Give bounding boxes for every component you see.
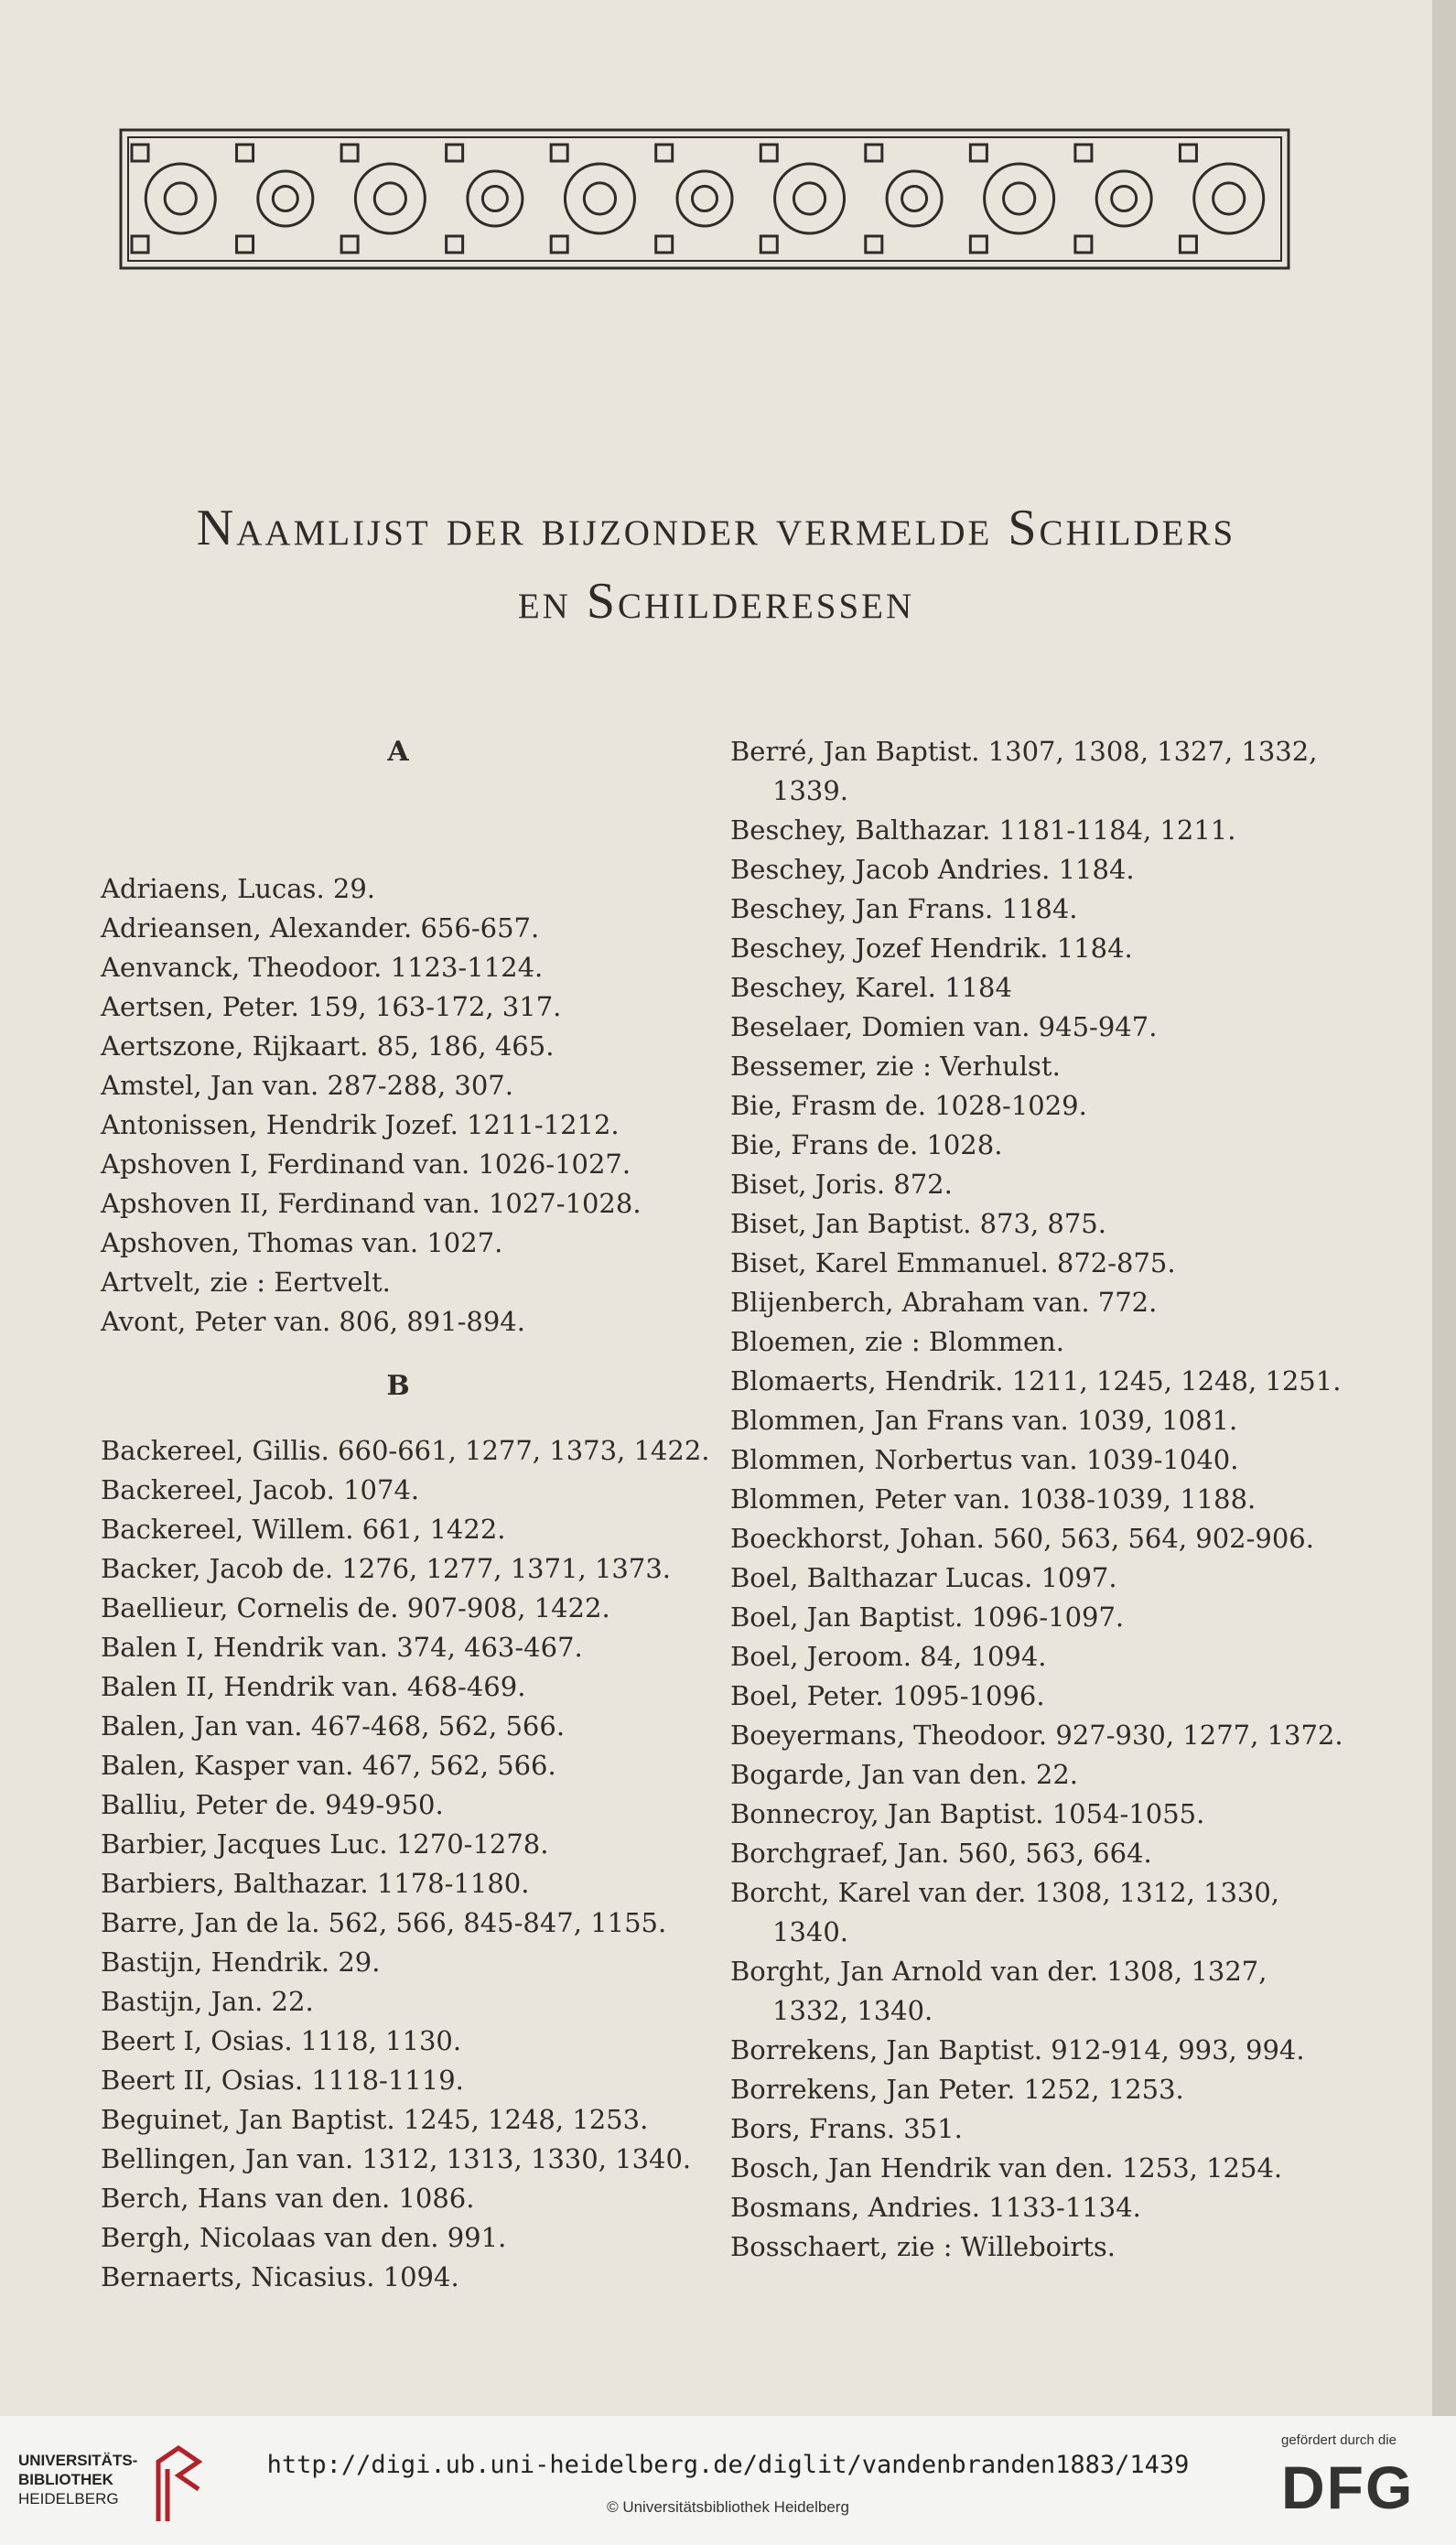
index-entry: Bie, Frans de. 1028. <box>730 1129 1003 1160</box>
index-entry: Blommen, Jan Frans van. 1039, 1081. <box>730 1405 1238 1436</box>
ornament-key <box>447 145 463 161</box>
index-entry: Blommen, Peter van. 1038-1039, 1188. <box>730 1483 1256 1515</box>
index-entry: Aertszone, Rijkaart. 85, 186, 465. <box>101 1030 555 1062</box>
uni-line2: BIBLIOTHEK <box>18 2471 113 2488</box>
ornament-key <box>447 236 463 253</box>
ornament-key <box>237 145 253 161</box>
index-entry: Borrekens, Jan Baptist. 912-914, 993, 994. <box>730 2034 1305 2065</box>
index-entry: Blommen, Norbertus van. 1039-1040. <box>730 1444 1239 1475</box>
ornament-rosette <box>146 164 215 233</box>
ornament-rosette <box>468 171 523 226</box>
entries-right <box>730 732 1362 2267</box>
index-entry: Apshoven II, Ferdinand van. 1027-1028. <box>101 1188 642 1219</box>
index-entry: Borght, Jan Arnold van der. 1308, 1327, <box>730 1956 1267 1987</box>
dfg-logo[interactable]: DFG <box>1281 2453 1415 2521</box>
index-entry: Avont, Peter van. 806, 891-894. <box>101 1306 525 1337</box>
index-entry: Apshoven, Thomas van. 1027. <box>101 1227 503 1258</box>
index-entry: Bergh, Nicolaas van den. 991. <box>101 2222 507 2253</box>
index-entry: Backereel, Gillis. 660-661, 1277, 1373, 1422. <box>101 1435 710 1466</box>
index-entry: Bosmans, Andries. 1133-1134. <box>730 2192 1141 2223</box>
index-entry: Boel, Balthazar Lucas. 1097. <box>730 1562 1117 1593</box>
ornament-rosette-inner <box>793 183 825 214</box>
index-entry: Bastijn, Hendrik. 29. <box>101 1946 381 1978</box>
index-entry: Beert I, Osias. 1118, 1130. <box>101 2025 462 2056</box>
ornament-rosette-inner <box>374 183 405 214</box>
index-entry: Bastijn, Jan. 22. <box>101 1986 314 2017</box>
ornament-key <box>866 145 882 161</box>
ornament-key <box>341 145 358 161</box>
ornament-key <box>341 236 358 253</box>
index-entry: Barre, Jan de la. 562, 566, 845-847, 1155. <box>101 1907 667 1938</box>
index-entry: Bessemer, zie : Verhulst. <box>730 1051 1061 1082</box>
ornament-key <box>1075 236 1092 253</box>
index-entry: Beguinet, Jan Baptist. 1245, 1248, 1253. <box>101 2104 649 2135</box>
page-title-line2: en Schilderessen <box>517 573 915 630</box>
ornament-key <box>1180 145 1196 161</box>
ornament-rosette <box>775 164 845 233</box>
ornament-rosette <box>1096 171 1151 226</box>
index-entry: Beschey, Jacob Andries. 1184. <box>730 854 1135 885</box>
index-entry: Boel, Jan Baptist. 1096-1097. <box>730 1601 1125 1633</box>
right-column <box>730 732 1362 2267</box>
index-entry: Berré, Jan Baptist. 1307, 1308, 1327, 1332, <box>730 736 1318 767</box>
index-entry: Aertsen, Peter. 159, 163-172, 317. <box>101 991 562 1022</box>
index-entry: Beschey, Karel. 1184 <box>730 972 1012 1003</box>
ornament-key <box>760 145 777 161</box>
entries-b <box>101 1431 710 2297</box>
index-entry: Blijenberch, Abraham van. 772. <box>730 1287 1158 1318</box>
copyright-notice: © Universitätsbibliothek Heidelberg <box>607 2498 849 2516</box>
ornament-rosette-inner <box>1213 183 1245 214</box>
entries-a <box>101 869 705 1342</box>
index-entry: Berch, Hans van den. 1086. <box>101 2183 475 2214</box>
index-entry: Artvelt, zie : Eertvelt. <box>101 1267 391 1298</box>
index-entry: Beschey, Balthazar. 1181-1184, 1211. <box>730 814 1236 846</box>
permalink-url[interactable]: http://digi.ub.uni-heidelberg.de/diglit/vandenbranden1883/1439 <box>266 2451 1190 2479</box>
ornament-key <box>551 145 567 161</box>
index-entry: Apshoven I, Ferdinand van. 1026-1027. <box>101 1148 631 1180</box>
left-column <box>101 732 710 2297</box>
ornament-key <box>1075 145 1092 161</box>
index-entry: Biset, Karel Emmanuel. 872-875. <box>730 1247 1176 1278</box>
dfg-caption: gefördert durch die <box>1281 2432 1397 2448</box>
index-entry: Boel, Jeroom. 84, 1094. <box>730 1641 1047 1672</box>
ornament-rosette-inner <box>273 187 297 211</box>
index-entry: Beschey, Jozef Hendrik. 1184. <box>730 933 1133 964</box>
decorative-ornament-band <box>119 128 1290 270</box>
index-entry: Amstel, Jan van. 287-288, 307. <box>101 1070 513 1101</box>
index-entry: Bloemen, zie : Blommen. <box>730 1326 1065 1357</box>
index-entry: Boeyermans, Theodoor. 927-930, 1277, 1372. <box>730 1720 1343 1751</box>
index-entry: Barbier, Jacques Luc. 1270-1278. <box>101 1828 549 1860</box>
index-entry: Biset, Jan Baptist. 873, 875. <box>730 1208 1106 1239</box>
index-entry: Balen, Kasper van. 467, 562, 566. <box>101 1750 556 1781</box>
ornament-rosette-inner <box>1112 187 1137 211</box>
ornament-key <box>970 236 987 253</box>
index-entry: 1332, 1340. <box>772 1995 933 2026</box>
ornament-rosette-inner <box>902 187 927 211</box>
ornament-key <box>970 145 987 161</box>
section-letter-a: A <box>387 736 409 768</box>
index-entry: Backer, Jacob de. 1276, 1277, 1371, 1373. <box>101 1553 671 1584</box>
section-letter-b: B <box>386 1370 410 1402</box>
uni-line1: UNIVERSITÄTS- <box>18 2452 138 2469</box>
ornament-key <box>760 236 777 253</box>
ornament-rosette-inner <box>584 183 615 214</box>
index-entry: Balen I, Hendrik van. 374, 463-467. <box>101 1632 583 1663</box>
index-entry: Backereel, Willem. 661, 1422. <box>101 1514 506 1545</box>
index-entry: Bors, Frans. 351. <box>730 2113 963 2144</box>
index-entry: Borrekens, Jan Peter. 1252, 1253. <box>730 2074 1184 2105</box>
ornament-rosette-inner <box>693 187 717 211</box>
index-entry: Balen II, Hendrik van. 468-469. <box>101 1671 526 1702</box>
index-entry: Boel, Peter. 1095-1096. <box>730 1680 1045 1711</box>
page-title-line1: Naamlijst der bijzonder vermelde Schilders <box>196 500 1236 556</box>
index-entry: Antonissen, Hendrik Jozef. 1211-1212. <box>101 1109 620 1140</box>
index-entry: Baellieur, Cornelis de. 907-908, 1422. <box>101 1592 610 1623</box>
ornament-rosette <box>565 164 634 233</box>
index-entry: 1340. <box>772 1916 849 1947</box>
index-entry: Adriaens, Lucas. 29. <box>101 873 375 904</box>
ornament-rosette <box>355 164 425 233</box>
ornament-key <box>656 236 673 253</box>
ornament-rosette <box>1194 164 1264 233</box>
index-entry: Beselaer, Domien van. 945-947. <box>730 1011 1158 1042</box>
ornament-rosette <box>677 171 732 226</box>
index-entry: Biset, Joris. 872. <box>730 1169 953 1200</box>
index-entry: Bosch, Jan Hendrik van den. 1253, 1254. <box>730 2152 1283 2184</box>
index-entry: Boeckhorst, Johan. 560, 563, 564, 902-906. <box>730 1523 1314 1554</box>
index-entry: Borcht, Karel van der. 1308, 1312, 1330, <box>730 1877 1280 1908</box>
ornament-key <box>237 236 253 253</box>
index-entry: Beert II, Osias. 1118-1119. <box>101 2065 464 2096</box>
index-entry: Bonnecroy, Jan Baptist. 1054-1055. <box>730 1798 1205 1829</box>
index-entry: Adrieansen, Alexander. 656-657. <box>101 912 540 944</box>
index-entry: Bellingen, Jan van. 1312, 1313, 1330, 1340. <box>101 2143 692 2174</box>
index-entry: Balliu, Peter de. 949-950. <box>101 1789 444 1820</box>
index-entry: Bosschaert, zie : Willeboirts. <box>730 2231 1116 2262</box>
ornament-rosette <box>258 171 313 226</box>
index-entry: Beschey, Jan Frans. 1184. <box>730 893 1078 924</box>
footer-bar <box>0 2416 1456 2545</box>
ornament-key <box>132 145 148 161</box>
index-entry: 1339. <box>772 775 849 806</box>
ornament-rosette-inner <box>482 187 507 211</box>
ornament-key <box>1180 236 1196 253</box>
ornament-key <box>551 236 567 253</box>
index-entry: Balen, Jan van. 467-468, 562, 566. <box>101 1710 566 1742</box>
index-entry: Bernaerts, Nicasius. 1094. <box>101 2261 459 2292</box>
uni-line3: HEIDELBERG <box>18 2490 119 2507</box>
ornament-rosette <box>887 171 942 226</box>
index-entry: Bogarde, Jan van den. 22. <box>730 1759 1078 1790</box>
index-entry: Blomaerts, Hendrik. 1211, 1245, 1248, 1251. <box>730 1365 1342 1397</box>
ornament-rosette-inner <box>1004 183 1035 214</box>
ornament-key <box>132 236 148 253</box>
ornament-rosette-inner <box>165 183 196 214</box>
ornament-key <box>866 236 882 253</box>
index-entry: Barbiers, Balthazar. 1178-1180. <box>101 1868 530 1899</box>
page-edge <box>1432 0 1456 2416</box>
ornament-rosette <box>985 164 1054 233</box>
index-entry: Aenvanck, Theodoor. 1123-1124. <box>101 952 544 983</box>
index-entry: Bie, Frasm de. 1028-1029. <box>730 1090 1087 1121</box>
ornament-key <box>656 145 673 161</box>
index-entry: Borchgraef, Jan. 560, 563, 664. <box>730 1838 1152 1869</box>
index-entry: Backereel, Jacob. 1074. <box>101 1474 420 1505</box>
